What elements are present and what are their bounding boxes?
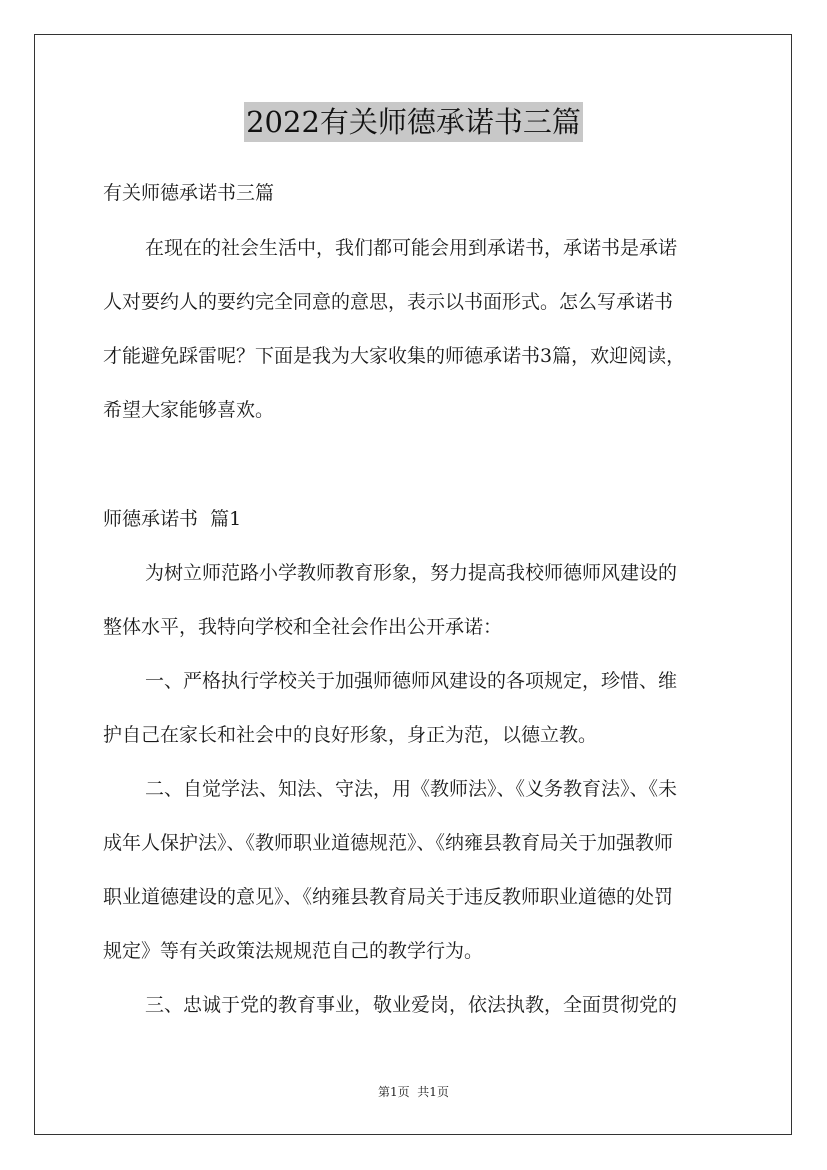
body-line-7: 职业道德建设的意见》、《纳雍县教育局关于违反教师职业道德的处罚 bbox=[103, 886, 674, 908]
intro-line-1: 在现在的社会生活中，我们都可能会用到承诺书，承诺书是承诺 bbox=[145, 237, 678, 259]
section-heading: 师德承诺书 篇1 bbox=[103, 508, 242, 530]
document-subtitle: 有关师德承诺书三篇 bbox=[103, 182, 275, 204]
body-line-2: 整体水平，我特向学校和全社会作出公开承诺： bbox=[103, 616, 503, 638]
intro-line-2: 人对要约人的要约完全同意的意思，表示以书面形式。怎么写承诺书 bbox=[103, 291, 674, 313]
body-line-3: 一、严格执行学校关于加强师德师风建设的各项规定，珍惜、维 bbox=[145, 670, 678, 692]
title-container bbox=[0, 102, 827, 142]
body-line-4: 护自己在家长和社会中的良好形象，身正为范，以德立教。 bbox=[103, 724, 598, 746]
body-line-5: 二、自觉学法、知法、守法，用《教师法》、《义务教育法》、《未 bbox=[145, 778, 678, 800]
body-line-6: 成年人保护法》、《教师职业道德规范》、《纳雍县教育局关于加强教师 bbox=[103, 832, 674, 854]
intro-line-4: 希望大家能够喜欢。 bbox=[103, 399, 275, 421]
body-line-8: 规定》等有关政策法规规范自己的教学行为。 bbox=[103, 940, 484, 962]
page-footer: 第1页 共1页 bbox=[378, 1085, 449, 1099]
document-title: 2022有关师德承诺书三篇 bbox=[244, 102, 583, 142]
body-line-1: 为树立师范路小学教师教育形象，努力提高我校师德师风建设的 bbox=[145, 562, 678, 584]
intro-line-3: 才能避免踩雷呢？下面是我为大家收集的师德承诺书3篇，欢迎阅读， bbox=[103, 345, 686, 367]
body-line-9: 三、忠诚于党的教育事业，敬业爱岗，依法执教，全面贯彻党的 bbox=[145, 994, 678, 1016]
